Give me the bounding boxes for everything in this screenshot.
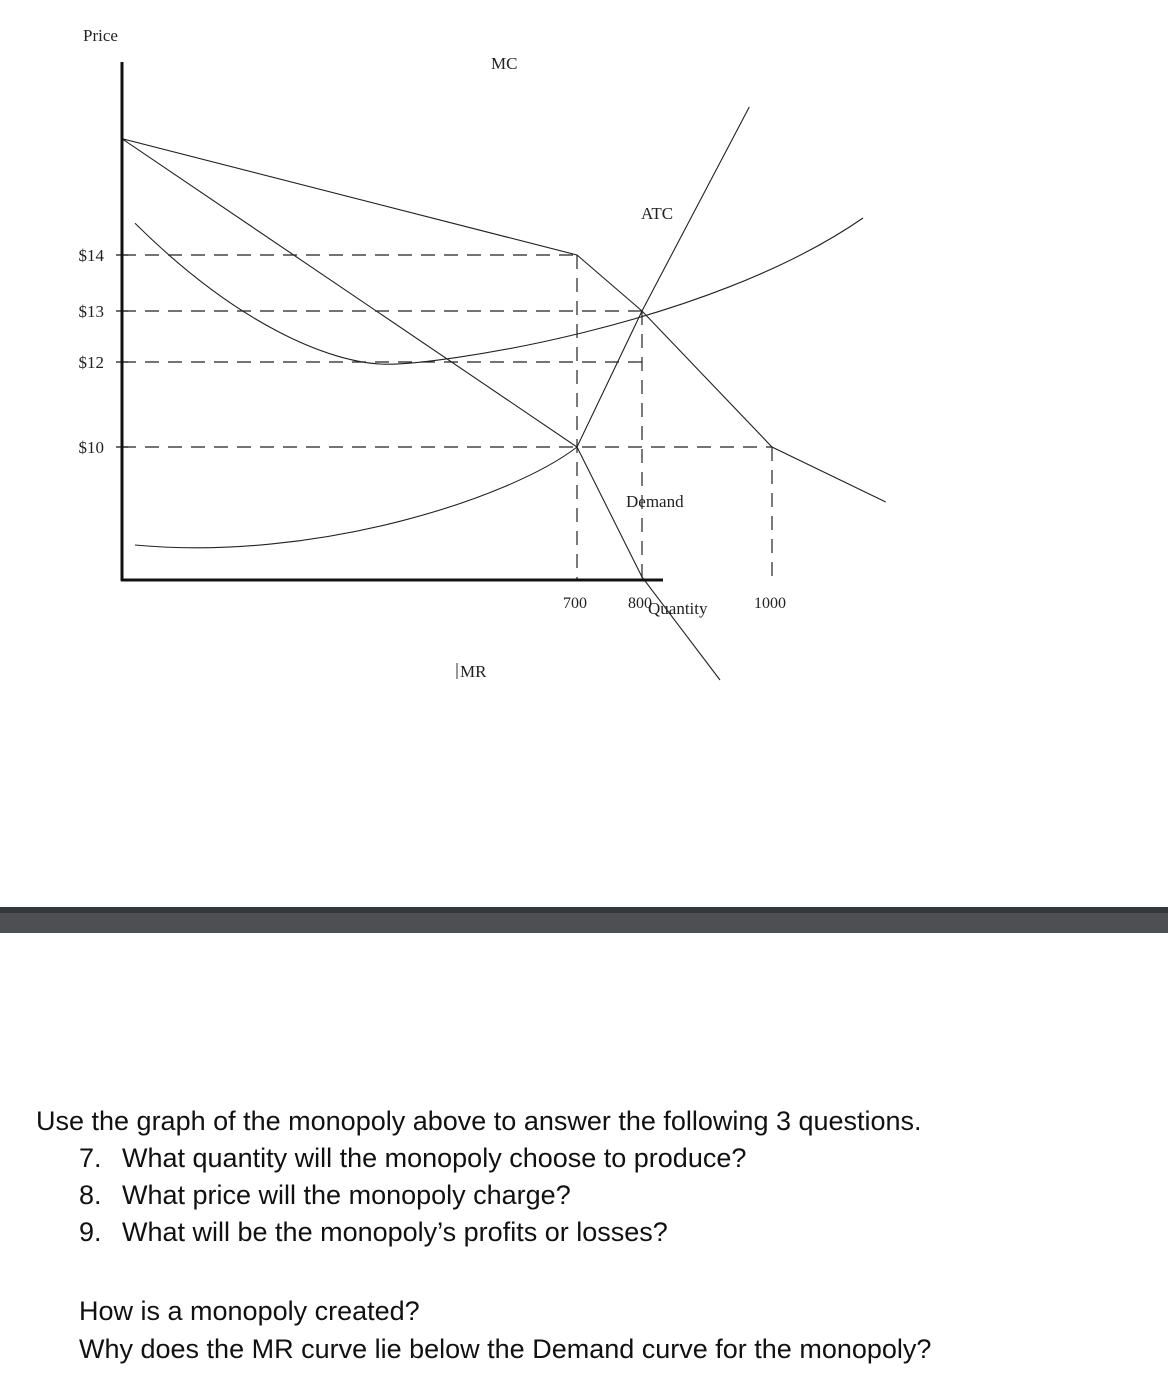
followup-questions bbox=[79, 1292, 1159, 1368]
x-tick-label-2: 1000 bbox=[754, 595, 786, 612]
followup-question: Why does the MR curve lie below the Demand curve for the monopoly? bbox=[79, 1334, 932, 1364]
y-axis-title: Price bbox=[83, 26, 118, 45]
question-number: 8. bbox=[79, 1180, 102, 1210]
y-tick-label-0: $14 bbox=[78, 246, 104, 265]
question-text: What price will the monopoly charge? bbox=[122, 1180, 571, 1210]
y-tick-label-2: $12 bbox=[78, 353, 104, 372]
y-tick-label-3: $10 bbox=[78, 438, 104, 457]
question-list bbox=[36, 1140, 1146, 1251]
question-text: What will be the monopoly’s profits or losses? bbox=[122, 1217, 668, 1247]
x-axis-title: Quantity bbox=[648, 599, 708, 618]
question-intro: Use the graph of the monopoly above to answer the following 3 questions. bbox=[36, 1106, 922, 1136]
question-item bbox=[79, 1214, 1146, 1251]
x-tick-label-0: 700 bbox=[563, 595, 587, 612]
question-block bbox=[36, 1103, 1146, 1251]
y-tick-label-1: $13 bbox=[78, 302, 104, 321]
section-divider-bar bbox=[0, 907, 1168, 933]
followup-question: How is a monopoly created? bbox=[79, 1296, 420, 1326]
atc-curve-label: ATC bbox=[641, 204, 674, 223]
question-text: What quantity will the monopoly choose to produce? bbox=[122, 1143, 747, 1173]
question-number: 7. bbox=[79, 1143, 102, 1173]
mr-curve-label: MR bbox=[460, 662, 487, 681]
x-tick-label-1: 800 bbox=[628, 595, 652, 612]
demand-curve-label: Demand bbox=[626, 492, 684, 511]
atc-curve bbox=[135, 218, 863, 364]
question-item bbox=[79, 1177, 1146, 1214]
dashed-guides bbox=[122, 255, 772, 580]
question-number: 9. bbox=[79, 1217, 102, 1247]
question-item bbox=[79, 1140, 1146, 1177]
mc-curve-label: MC bbox=[491, 54, 518, 73]
